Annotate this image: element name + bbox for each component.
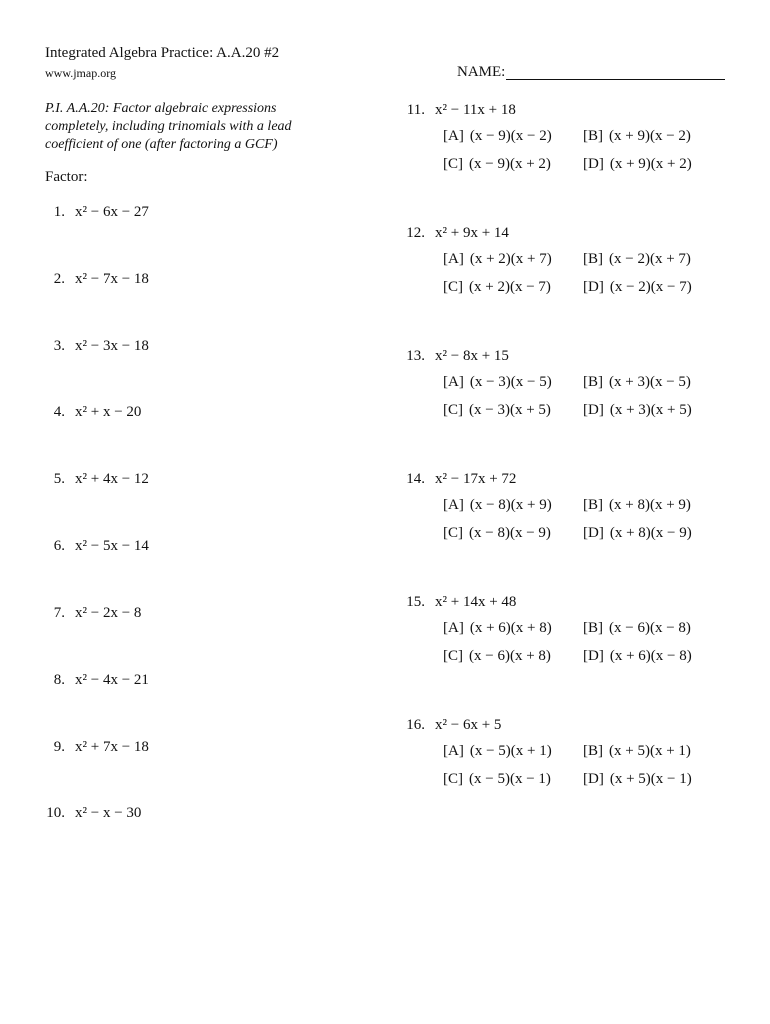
problem-expression: x² − 17x + 72: [435, 471, 517, 487]
problem-5: [35, 471, 149, 488]
option-d[interactable]: [D] (x + 9)(x + 2): [583, 156, 692, 172]
problem-3: [35, 338, 149, 355]
problem-number: 4.: [53, 404, 65, 420]
option-c[interactable]: [C] (x − 9)(x + 2): [443, 156, 551, 172]
option-c[interactable]: [C] (x − 5)(x − 1): [443, 771, 551, 787]
problem-number: 5.: [53, 471, 65, 487]
option-d[interactable]: [D] (x − 2)(x − 7): [583, 279, 692, 295]
mc-problem-15: [395, 594, 725, 674]
option-c[interactable]: [C] (x + 2)(x − 7): [443, 279, 551, 295]
pi-line-3: coefficient of one (after factoring a GCF): [45, 137, 278, 152]
problem-number: 1.: [53, 204, 65, 220]
option-b[interactable]: [B] (x + 8)(x + 9): [583, 497, 691, 513]
option-d[interactable]: [D] (x + 5)(x − 1): [583, 771, 692, 787]
option-a[interactable]: [A] (x − 3)(x − 5): [443, 374, 552, 390]
name-line[interactable]: [506, 79, 725, 80]
problem-number: 15.: [406, 594, 425, 610]
problem-number: 10.: [46, 805, 65, 821]
option-b[interactable]: [B] (x − 2)(x + 7): [583, 251, 691, 267]
problem-4: [35, 404, 141, 421]
problem-number: 8.: [53, 672, 65, 688]
problem-expression: x² − 6x − 27: [75, 204, 149, 220]
name-label: NAME:: [457, 64, 506, 80]
problem-expression: x² − 2x − 8: [75, 605, 142, 621]
problem-6: [35, 538, 149, 555]
mc-problem-14: [395, 471, 725, 551]
problem-expression: x² + 9x + 14: [435, 225, 509, 241]
option-a[interactable]: [A] (x − 9)(x − 2): [443, 128, 552, 144]
problem-number: 9.: [53, 739, 65, 755]
problem-number: 7.: [53, 605, 65, 621]
option-b[interactable]: [B] (x + 5)(x + 1): [583, 743, 691, 759]
problem-expression: x² + 14x + 48: [435, 594, 517, 610]
option-c[interactable]: [C] (x − 6)(x + 8): [443, 648, 551, 664]
option-a[interactable]: [A] (x − 8)(x + 9): [443, 497, 552, 513]
website-url: www.jmap.org: [45, 66, 116, 80]
problem-expression: x² − 8x + 15: [435, 348, 509, 364]
problem-expression: x² − x − 30: [75, 805, 142, 821]
mc-problem-13: [395, 348, 725, 428]
option-c[interactable]: [C] (x − 3)(x + 5): [443, 402, 551, 418]
problem-10: [35, 805, 141, 822]
problem-7: [35, 605, 141, 622]
problem-number: 3.: [53, 338, 65, 354]
problem-9: [35, 739, 149, 756]
option-b[interactable]: [B] (x − 6)(x − 8): [583, 620, 691, 636]
option-d[interactable]: [D] (x + 3)(x + 5): [583, 402, 692, 418]
pi-line-2: completely, including trinomials with a lead: [45, 119, 292, 134]
option-d[interactable]: [D] (x + 6)(x − 8): [583, 648, 692, 664]
option-d[interactable]: [D] (x + 8)(x − 9): [583, 525, 692, 541]
pi-line-1: P.I. A.A.20: Factor algebraic expressions: [45, 101, 277, 116]
problem-expression: x² − 7x − 18: [75, 271, 149, 287]
problem-number: 12.: [406, 225, 425, 241]
problem-2: [35, 271, 149, 288]
problem-expression: x² + 7x − 18: [75, 739, 149, 755]
problem-number: 2.: [53, 271, 65, 287]
problem-number: 11.: [406, 102, 425, 118]
problem-number: 14.: [406, 471, 425, 487]
mc-problem-16: [395, 717, 725, 797]
option-a[interactable]: [A] (x + 2)(x + 7): [443, 251, 552, 267]
problem-expression: x² − 11x + 18: [435, 102, 516, 118]
factor-label: Factor:: [45, 169, 88, 185]
mc-problem-11: [395, 102, 725, 182]
problem-number: 16.: [406, 717, 425, 733]
problem-expression: x² + 4x − 12: [75, 471, 149, 487]
performance-indicator: [45, 100, 345, 154]
problem-1: [35, 204, 149, 221]
option-b[interactable]: [B] (x + 3)(x − 5): [583, 374, 691, 390]
problem-number: 13.: [406, 348, 425, 364]
problem-expression: x² − 4x − 21: [75, 672, 149, 688]
problem-expression: x² − 5x − 14: [75, 538, 149, 554]
problem-expression: x² − 3x − 18: [75, 338, 149, 354]
problem-8: [35, 672, 149, 689]
mc-problem-12: [395, 225, 725, 305]
option-a[interactable]: [A] (x + 6)(x + 8): [443, 620, 552, 636]
problem-expression: x² − 6x + 5: [435, 717, 502, 733]
worksheet-title: Integrated Algebra Practice: A.A.20 #2: [45, 45, 280, 61]
problem-number: 6.: [53, 538, 65, 554]
option-b[interactable]: [B] (x + 9)(x − 2): [583, 128, 691, 144]
option-a[interactable]: [A] (x − 5)(x + 1): [443, 743, 552, 759]
problem-expression: x² + x − 20: [75, 404, 142, 420]
option-c[interactable]: [C] (x − 8)(x − 9): [443, 525, 551, 541]
